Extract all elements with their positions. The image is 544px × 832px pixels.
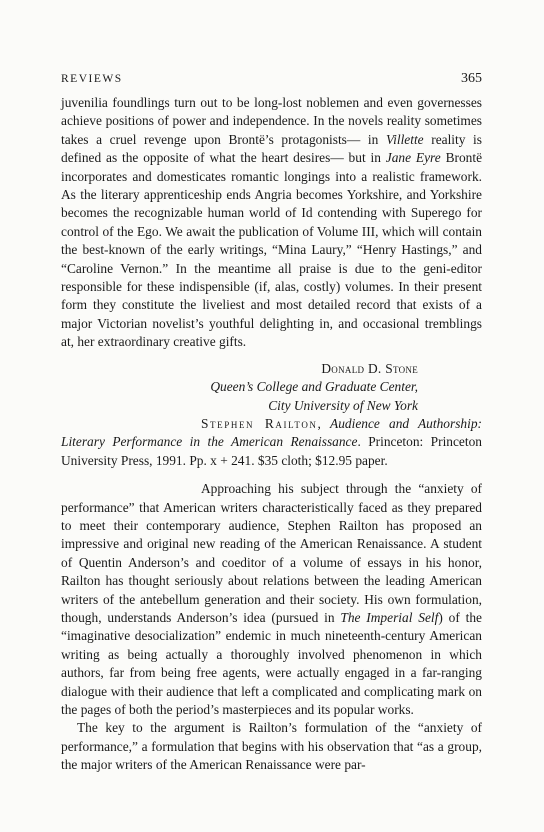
- review-paragraph-1: [61, 480, 482, 719]
- citation-title: Audience and Authorship: Literary Performance in the American Renaissance: [61, 415, 482, 450]
- reviewer-affiliation-line1: Queen’s College and Graduate Center,: [210, 379, 418, 395]
- page-header: [61, 70, 482, 88]
- italic-title: Jane Eyre: [385, 150, 441, 166]
- italic-title: Villette: [385, 131, 424, 147]
- text-run: Approaching his subject through the “anxiety of performance” that American writers characteristically faced as they prepared to meet their contemporary audience, Stephen Railton has proposed an impressive and original new reading of the American Renaissance. A student of Quentin Anderson’s and coeditor of a volume of essays in his honor, Railton has thought seriously about relations between the leading American writers of the antebellum generation and their society. His own formulation, though, understands Anderson’s idea (pursued in: [61, 481, 482, 625]
- text-run: reality is defined as the opposite of what the heart desires— but in: [61, 131, 482, 166]
- reviewer-affiliation-line2: City University of New York: [268, 397, 418, 413]
- page-number: 365: [461, 71, 482, 86]
- review-text: [61, 480, 482, 775]
- running-head: REVIEWS: [61, 73, 123, 85]
- citation-details: . Princeton: Princeton University Press, 1991. Pp. x + 241. $35 cloth; $12.95 paper.: [61, 434, 482, 468]
- review-paragraph-2: [61, 719, 482, 774]
- book-citation: Stephen Railton, Audience and Authorship: Literary Performance in the American Renaissance. Princeton: Princeton University Press, 1991. Pp. x + 241. $35 cloth; $12.95 paper.: [61, 415, 482, 468]
- text-run: Brontë incorporates and domesticates romantic longings into a realistic framework. As the literary apprenticeship ends Angria becomes Yorkshire, and Yorkshire becomes the recognizable human world of Id contending with Superego for control of the Ego. We await the publication of Volume III, which will contain the best-known of the early writings, “Mina Laury,” “Henry Hastings,” and “Caroline Vernon.” In the meantime all praise is due to the geni-editor responsible for these indispensible (if, alas, costly) volumes. In their present form they constitute the liveliest and most detailed record that exists of a major Victorian novelist’s youthful delighting in, and occasional tremblings at, her extraordinary creative gifts.: [61, 150, 483, 350]
- reviewer-name: Donald D. Stone: [321, 360, 418, 376]
- page-body: [61, 94, 482, 775]
- previous-review-paragraph: [61, 94, 482, 352]
- text-run: The key to the argument is Railton’s formulation of the “anxiety of performance,” a formulation that begins with his observation that “as a group, the major writers of the American Renaissance were par-: [61, 720, 482, 773]
- reviewer-signature: [61, 360, 482, 415]
- citation-author: Stephen Railton: [201, 415, 318, 431]
- text-run: ) of the “imaginative desocialization” endemic in much nineteenth-century American writing as being actually a thoroughly involved phenomenon in which authors, far from being free agents, were actually engaged in a far-ranging dialogue with their audience that left a complicated and complicating mark on the pages of both the period’s masterpieces and its popular works.: [61, 609, 482, 717]
- text-run: juvenilia foundlings turn out to be long-lost noblemen and even governesses achieve positions of power and independence. In the novels reality sometimes takes a cruel revenge upon Brontë’s protagonists— in: [61, 95, 482, 147]
- italic-title: The Imperial Self: [340, 609, 439, 625]
